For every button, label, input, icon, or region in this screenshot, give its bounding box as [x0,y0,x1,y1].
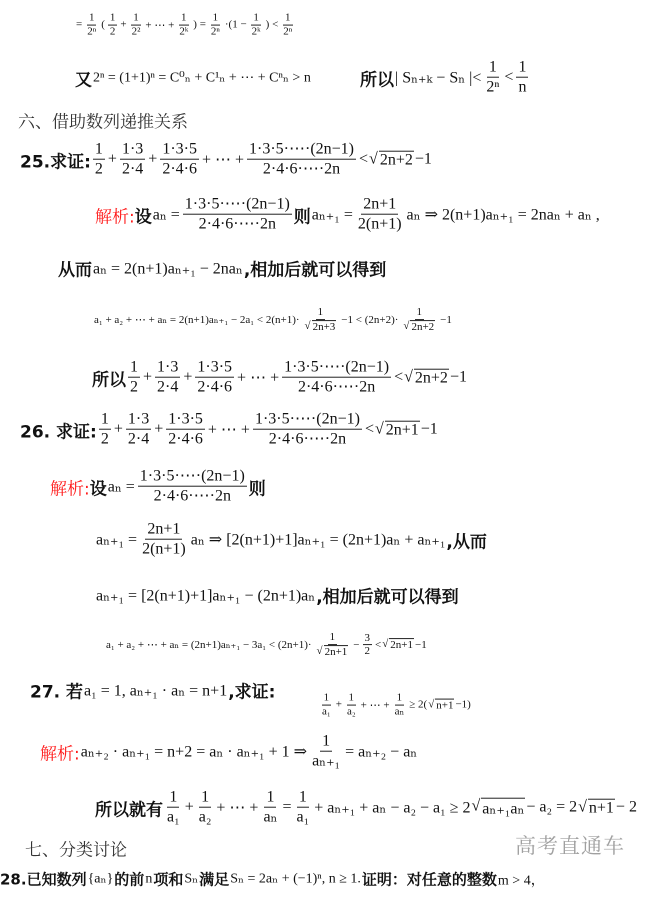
chinese-text: 28.已知数列 [0,870,87,889]
denominator: 2·4·6 [162,161,197,179]
fraction [281,12,294,39]
math-text: −1 [440,313,452,326]
square-root [403,320,435,334]
numerator: 1 [167,789,179,808]
solution-26 [50,468,266,507]
math-text: aₙ = [107,478,135,496]
math-text: ≥ 2( [409,698,428,711]
fraction [253,411,362,450]
radicand: 2n+1 [324,645,348,658]
fraction [295,789,312,828]
fraction [261,789,279,828]
math-text: Sₙ [184,871,199,887]
math-text: + ⋯ + [207,421,250,439]
fraction [197,789,214,828]
math-text: −1 [449,368,467,386]
denominator: 2(n+1) [357,216,402,234]
solution-25 [95,196,601,235]
fraction [99,411,111,450]
solution-line [95,583,459,608]
radicand: aₙ₊₁aₙ [481,797,525,818]
radicand: 2n+2 [411,320,435,333]
math-text: < [359,150,369,168]
radical-icon: √ [382,638,389,651]
math-text: aₙ = [152,206,180,224]
denominator: 2·4 [127,431,150,449]
math-text: ) = [193,18,206,31]
numerator: 1 [320,733,332,752]
chinese-text: 项和 [153,870,184,889]
numerator: 1 [109,11,116,24]
denominator: 2·4·6 [197,379,233,397]
fraction [250,12,263,39]
math-text: + ⋯ + [216,799,259,817]
denominator: 2ⁿ [210,25,220,38]
denominator: a₂ [346,705,356,718]
solution-line [95,789,638,828]
numerator: 1 [212,11,219,24]
denominator: 2·4 [157,379,179,397]
numerator: 1 [323,691,330,704]
denominator: 2·4·6·⋯·2n [198,216,276,234]
denominator: 2·4·6·⋯·2n [153,488,231,506]
math-text: − a₂ = 2 [526,798,578,816]
radical-icon: √ [374,420,384,438]
equation-line [360,59,530,98]
math-text: + [335,698,342,711]
fraction [177,12,190,39]
fraction [195,359,234,398]
math-text: −1) [455,698,471,711]
section-heading [18,108,188,133]
square-root [428,698,454,711]
math-text: + [154,420,164,438]
solution-line [58,256,386,281]
denominator: 2·4·6·⋯·2n [268,431,347,449]
chinese-text: ,相加后就可以得到 [316,587,459,608]
math-text: = [76,18,83,31]
chinese-text: 从而 [58,260,92,281]
chinese-text: 26. 求证: [20,422,97,443]
denominator: 2 [130,379,138,397]
math-text: −1 < (2n+2)· [341,313,399,326]
numerator: 1·3 [155,359,180,378]
fraction [209,12,222,39]
numerator: 1 [88,11,95,24]
radical-icon: √ [428,698,435,711]
denominator: 2·4·6·⋯·2n [262,161,341,179]
math-text: −1 [415,638,427,651]
fraction [356,196,404,235]
solution-label: 解析: [95,207,135,228]
numerator: 1·3·5 [160,141,199,160]
numerator: 1 [93,141,105,160]
square-root [472,797,526,818]
denominator: 2 [100,431,109,449]
math-text: < [394,368,404,386]
chinese-text: ,从而 [446,532,487,553]
numerator: 1·3·5·⋯·(2n−1) [138,468,247,487]
fraction [183,196,292,235]
math-text: ·(1 − [224,18,247,31]
numerator: 1·3·5 [166,411,205,430]
solution-line [105,631,428,659]
chinese-text: 设 [89,479,107,500]
denominator [303,320,339,334]
chinese-text: 所以 [360,70,394,91]
math-text: aₙ = 2(n+1)aₙ₊₁ − 2naₙ [93,260,243,277]
fraction [282,359,391,398]
fraction [315,631,351,659]
math-text: n [145,871,153,886]
math-text: aₙ₊₂ · aₙ₊₁ = n+2 = aₙ · aₙ₊₁ + 1 ⇒ [80,743,308,761]
math-text: m > 4， [497,873,545,888]
radical-icon: √ [403,319,410,332]
fraction [247,141,356,180]
chinese-text: ,求证: [228,682,276,703]
square-root [369,150,414,169]
denominator: aₙ [394,705,405,718]
math-text: a₁ + a₂ + ⋯ + aₙ = (2n+1)aₙ₊₁ − 3a₁ < (2n+1)· [106,639,312,652]
math-text: aₙ₊₁ = [96,531,138,549]
numerator: 1·3·5·⋯·(2n−1) [253,411,362,430]
denominator: 2(n+1) [142,541,186,559]
problem-25 [20,141,433,180]
math-text: + ⋯ + [360,699,390,712]
square-root [375,420,420,439]
denominator: a₁ [322,705,331,718]
math-text: + [148,150,158,168]
denominator: n [518,79,527,97]
math-text: − [353,638,360,651]
fraction [120,141,145,180]
denominator: 2·4·6 [168,431,203,449]
chinese-text: 25.求证: [20,152,91,173]
radicand: n+1 [436,699,454,712]
numerator: 3 [364,631,371,644]
denominator: 2ᵏ [251,25,261,38]
solution-line [92,359,468,398]
denominator: 2 [364,645,371,658]
fraction [126,411,151,450]
radical-icon: √ [471,797,481,815]
chinese-text: 证明：对任意的整数 [361,870,497,889]
math-text: 2ⁿ = (1+1)ⁿ = C⁰ₙ + C¹ₙ + ⋯ + Cⁿₙ > n [93,70,311,86]
chinese-text: 所以就有 [95,800,163,821]
denominator: a₁ [167,809,180,827]
chinese-text: 的前 [114,870,145,889]
math-text: + [120,18,127,31]
denominator: 2 [109,25,116,38]
math-text: −1 [414,150,432,168]
numerator: 1 [199,789,211,808]
fraction [484,59,501,98]
radicand: 2n+1 [385,421,419,439]
numerator: 1 [253,11,259,24]
radical-icon: √ [369,150,378,168]
denominator: 2ⁿ [283,25,293,38]
numerator: 1 [285,11,291,24]
numerator: 1 [99,411,111,430]
denominator: a₂ [198,809,212,827]
chinese-text: 所以 [92,370,126,391]
solution-line [95,521,487,560]
denominator: 2ⁿ [87,25,97,38]
radicand: 2n+1 [390,639,413,652]
problem-26 [20,411,439,450]
chinese-text: 满足 [199,870,230,889]
chinese-text: 又 [75,70,92,91]
math-text: aₙ ⇒ 2(n+1)aₙ₊₁ = 2naₙ + aₙ , [406,206,600,224]
radicand: 2n+2 [414,369,448,387]
denominator: a₁ [296,809,310,827]
numerator: 1·3 [126,411,151,430]
numerator: 1·3·5 [195,359,234,378]
fraction [516,59,528,98]
chinese-text: 27. 若 [30,682,84,703]
radical-icon: √ [316,644,323,657]
chinese-text: 则 [248,479,266,500]
equation-line [75,12,296,39]
numerator: 1 [317,306,324,319]
numerator: 1·3·5·⋯·(2n−1) [282,359,391,378]
radicand: 2n+2 [379,151,413,169]
fraction [166,411,205,450]
math-text: = aₙ₊₂ − aₙ [345,743,418,761]
fraction [393,692,407,719]
math-text: + [183,368,193,386]
radicand: n+1 [588,799,614,817]
numerator: 1 [297,789,309,808]
math-text: −1 [420,420,438,438]
problem-27 [30,678,275,703]
denominator [401,320,437,334]
radical-icon: √ [578,798,587,816]
fraction [165,789,182,828]
fraction [345,692,358,719]
numerator: 1 [128,359,140,378]
fraction [401,306,437,334]
math-text: + ⋯ + [237,369,280,387]
square-root [578,798,615,817]
math-text: Sₙ = 2aₙ + (−1)ⁿ, n ≥ 1. [230,871,361,887]
equation-line [75,66,312,91]
math-text: + [113,420,123,438]
fraction [303,306,339,334]
fraction [128,359,140,398]
numerator: 1 [516,59,528,78]
fraction [155,359,180,398]
solution-27 [40,733,418,772]
radical-icon: √ [304,319,311,332]
chinese-text: 则 [293,207,311,228]
math-text: | Sₙ₊ₖ − Sₙ |< [395,69,482,87]
numerator: 1 [348,691,355,704]
denominator: 2 [94,161,103,179]
square-root [317,645,349,659]
math-text: + [107,150,117,168]
math-text: + [143,368,153,386]
numerator: 1 [487,59,499,78]
fraction [85,12,98,39]
solution-line [93,306,453,334]
math-text: + ⋯ + [145,19,175,32]
fraction [138,468,247,507]
denominator: 2·4·6·⋯·2n [297,379,376,397]
math-text: = [282,798,292,816]
numerator: 1 [416,306,423,319]
fraction [320,692,333,719]
math-text: ( [101,18,105,31]
heading-text: 六、借助数列递推关系 [18,112,188,133]
denominator: aₙ [263,809,278,827]
fraction [130,12,143,39]
heading-text: 七、分类讨论 [25,840,127,861]
section-heading [25,836,127,861]
square-root [305,320,337,334]
problem-27-inequality [318,692,472,719]
math-text: + [184,798,194,816]
fraction [160,141,199,180]
chinese-text: 设 [134,207,152,228]
solution-label: 解析: [40,744,80,765]
math-text: a₁ = 1, aₙ₊₁ · aₙ = n+1 [84,682,228,699]
numerator: 1 [133,11,139,24]
radicand: 2n+3 [312,320,336,333]
denominator: 2² [131,25,141,38]
denominator: 2ⁿ [486,79,500,97]
square-root [404,368,449,387]
math-text: ) < [265,18,279,31]
fraction [140,521,188,560]
numerator: 1 [396,691,403,704]
radical-icon: √ [404,368,413,386]
solution-label: 解析: [50,479,90,500]
chinese-text: ,相加后就可以得到 [243,260,387,281]
math-text: {aₙ} [87,871,114,887]
math-text: aₙ₊₁ = [311,206,353,224]
numerator: 2n+1 [361,196,398,215]
denominator [315,645,351,659]
denominator: 2·4 [121,161,144,179]
watermark: 高考直通车 [515,834,625,858]
numerator: 1 [329,631,336,644]
fraction [363,632,373,659]
numerator: 1·3·5·⋯·(2n−1) [183,196,292,215]
math-text: aₙ₊₁ = [2(n+1)+1]aₙ₊₁ − (2n+1)aₙ [96,587,316,604]
math-text: + ⋯ + [201,151,245,169]
problem-28 [0,869,546,890]
math-text: < [375,638,382,651]
numerator: 1 [264,789,276,808]
denominator: 2ᵏ [179,25,189,38]
denominator: aₙ₊₁ [312,753,341,771]
math-text: − 2 [615,798,637,816]
numerator: 1·3·5·⋯·(2n−1) [247,141,356,160]
math-text: a₁ + a₂ + ⋯ + aₙ = 2(n+1)aₙ₊₁ − 2a₁ < 2(n+1)· [94,314,300,327]
fraction [310,733,342,772]
math-text: < [504,68,514,86]
numerator: 1·3 [120,141,145,160]
square-root [382,638,414,651]
numerator: 2n+1 [145,521,182,540]
math-text: < [364,420,374,438]
fraction [108,12,118,39]
fraction [93,141,105,180]
math-text: aₙ ⇒ [2(n+1)+1]aₙ₊₁ = (2n+1)aₙ + aₙ₊₁ [190,531,446,549]
math-text: + aₙ₊₁ + aₙ − a₂ − a₁ ≥ 2 [314,799,471,817]
numerator: 1 [181,11,187,24]
